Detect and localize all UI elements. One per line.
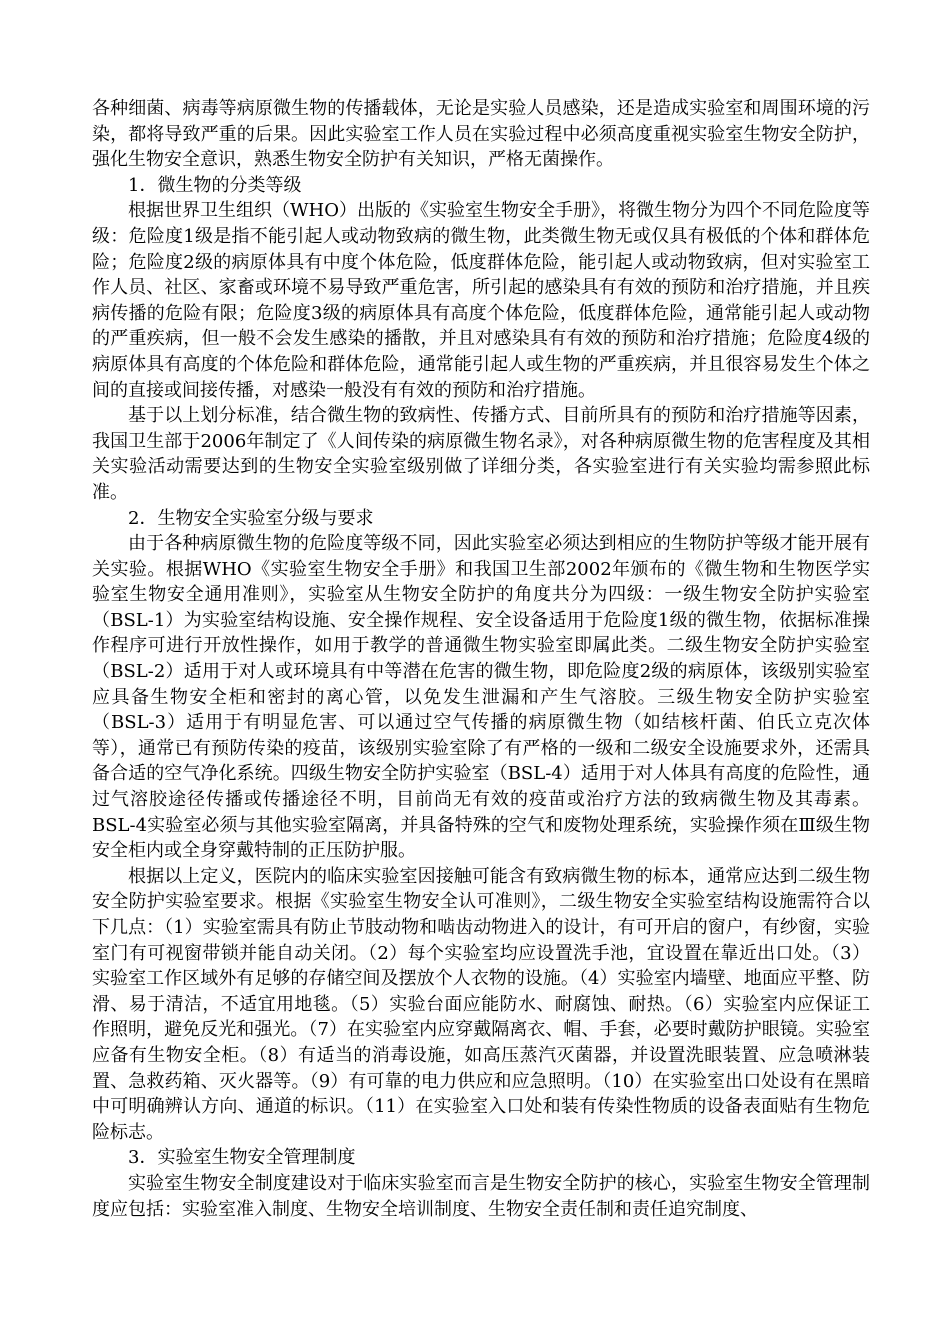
body-paragraph: 各种细菌、病毒等病原微生物的传播载体，无论是实验人员感染，还是造成实验室和周围环境的污染，都将导致严重的后果。因此实验室工作人员在实验过程中必须高度重视实验室生物安全防护，强化生物安全意识，熟悉生物安全防护有关知识，严格无菌操作。 xyxy=(92,98,870,171)
body-paragraph: 实验室生物安全制度建设对于临床实验室而言是生物安全防护的核心，实验室生物安全管理制度应包括：实验室准入制度、生物安全培训制度、生物安全责任制和责任追究制度、 xyxy=(92,1172,870,1220)
body-paragraph: 根据以上定义，医院内的临床实验室因接触可能含有致病微生物的标本，通常应达到二级生物安全防护实验室要求。根据《实验室生物安全认可准则》，二级生物安全实验室结构设施需符合以下几点：（1）实验室需具有防止节肢动物和啮齿动物进入的设计，有可开启的窗户，有纱窗，实验室门有可视窗带锁并能自动关闭。（2）每个实验室均应设置洗手池，宜设置在靠近出口处。（3）实验室工作区域外有足够的存储空间及摆放个人衣物的设施。（4）实验室内墙壁、地面应平整、防滑、易于清洁，不适宜用地毯。（5）实验台面应能防水、耐腐蚀、耐热。（6）实验室内应保证工作照明，避免反光和强光。（7）在实验室内应穿戴隔离衣、帽、手套，必要时戴防护眼镜。实验室应备有生物安全柜。（8）有适当的消毒设施，如高压蒸汽灭菌器，并设置洗眼装置、应急喷淋装置、急救药箱、灭火器等。（9）有可靠的电力供应和应急照明。（10）在实验室出口处设有在黑暗中可明确辨认方向、通道的标识。（11）在实验室入口处和装有传染性物质的设备表面贴有生物危险标志。 xyxy=(92,865,870,1143)
document-body xyxy=(92,96,870,1222)
body-paragraph: 由于各种病原微生物的危险度等级不同，因此实验室必须达到相应的生物防护等级才能开展有关实验。根据WHO《实验室生物安全手册》和我国卫生部2002年颁布的《微生物和生物医学实验室生物安全通用准则》，实验室从生物安全防护的角度共分为四级：一级生物安全防护实验室（BSL-1）为实验室结构设施、安全操作规程、安全设备适用于危险度1级的微生物，依据标准操作程序可进行开放性操作，如用于教学的普通微生物实验室即属此类。二级生物安全防护实验室（BSL-2）适用于对人或环境具有中等潜在危害的微生物，即危险度2级的病原体，该级别实验室应具备生物安全柜和密封的离心管，以免发生泄漏和产生气溶胶。三级生物安全防护实验室（BSL-3）适用于有明显危害、可以通过空气传播的病原微生物（如结核杆菌、伯氏立克次体等），通常已有预防传染的疫苗，该级别实验室除了有严格的一级和二级安全设施要求外，还需具备合适的空气净化系统。四级生物安全防护实验室（BSL-4）适用于对人体具有高度的危险性，通过气溶胶途径传播或传播途径不明，目前尚无有效的疫苗或治疗方法的致病微生物及其毒素。BSL-4实验室必须与其他实验室隔离，并具备特殊的空气和废物处理系统，实验操作须在Ⅲ级生物安全柜内或全身穿戴特制的正压防护服。 xyxy=(92,533,870,862)
section-heading-lab-levels: 2．生物安全实验室分级与要求 xyxy=(128,507,374,529)
section-heading-management: 3．实验室生物安全管理制度 xyxy=(128,1147,356,1169)
body-paragraph: 根据世界卫生组织（WHO）出版的《实验室生物安全手册》，将微生物分为四个不同危险度等级：危险度1级是指不能引起人或动物致病的微生物，此类微生物无或仅具有极低的个体和群体危险；危险度2级的病原体具有中度个体危险，低度群体危险，能引起人或动物致病，但对实验室工作人员、社区、家畜或环境不易导致严重危害，所引起的感染具有有效的预防和治疗措施，并且疾病传播的危险有限；危险度3级的病原体具有高度个体危险，低度群体危险，通常能引起人或动物的严重疾病，但一般不会发生感染的播散，并且对感染具有有效的预防和治疗措施；危险度4级的病原体具有高度的个体危险和群体危险，通常能引起人或生物的严重疾病，并且很容易发生个体之间的直接或间接传播，对感染一般没有有效的预防和治疗措施。 xyxy=(92,200,870,401)
body-paragraph: 基于以上划分标准，结合微生物的致病性、传播方式、目前所具有的预防和治疗措施等因素，我国卫生部于2006年制定了《人间传染的病原微生物名录》，对各种病原微生物的危害程度及其相关实验活动需要达到的生物安全实验室级别做了详细分类，各实验室进行有关实验均需参照此标准。 xyxy=(92,405,870,503)
section-heading-classification: 1．微生物的分类等级 xyxy=(128,174,302,196)
